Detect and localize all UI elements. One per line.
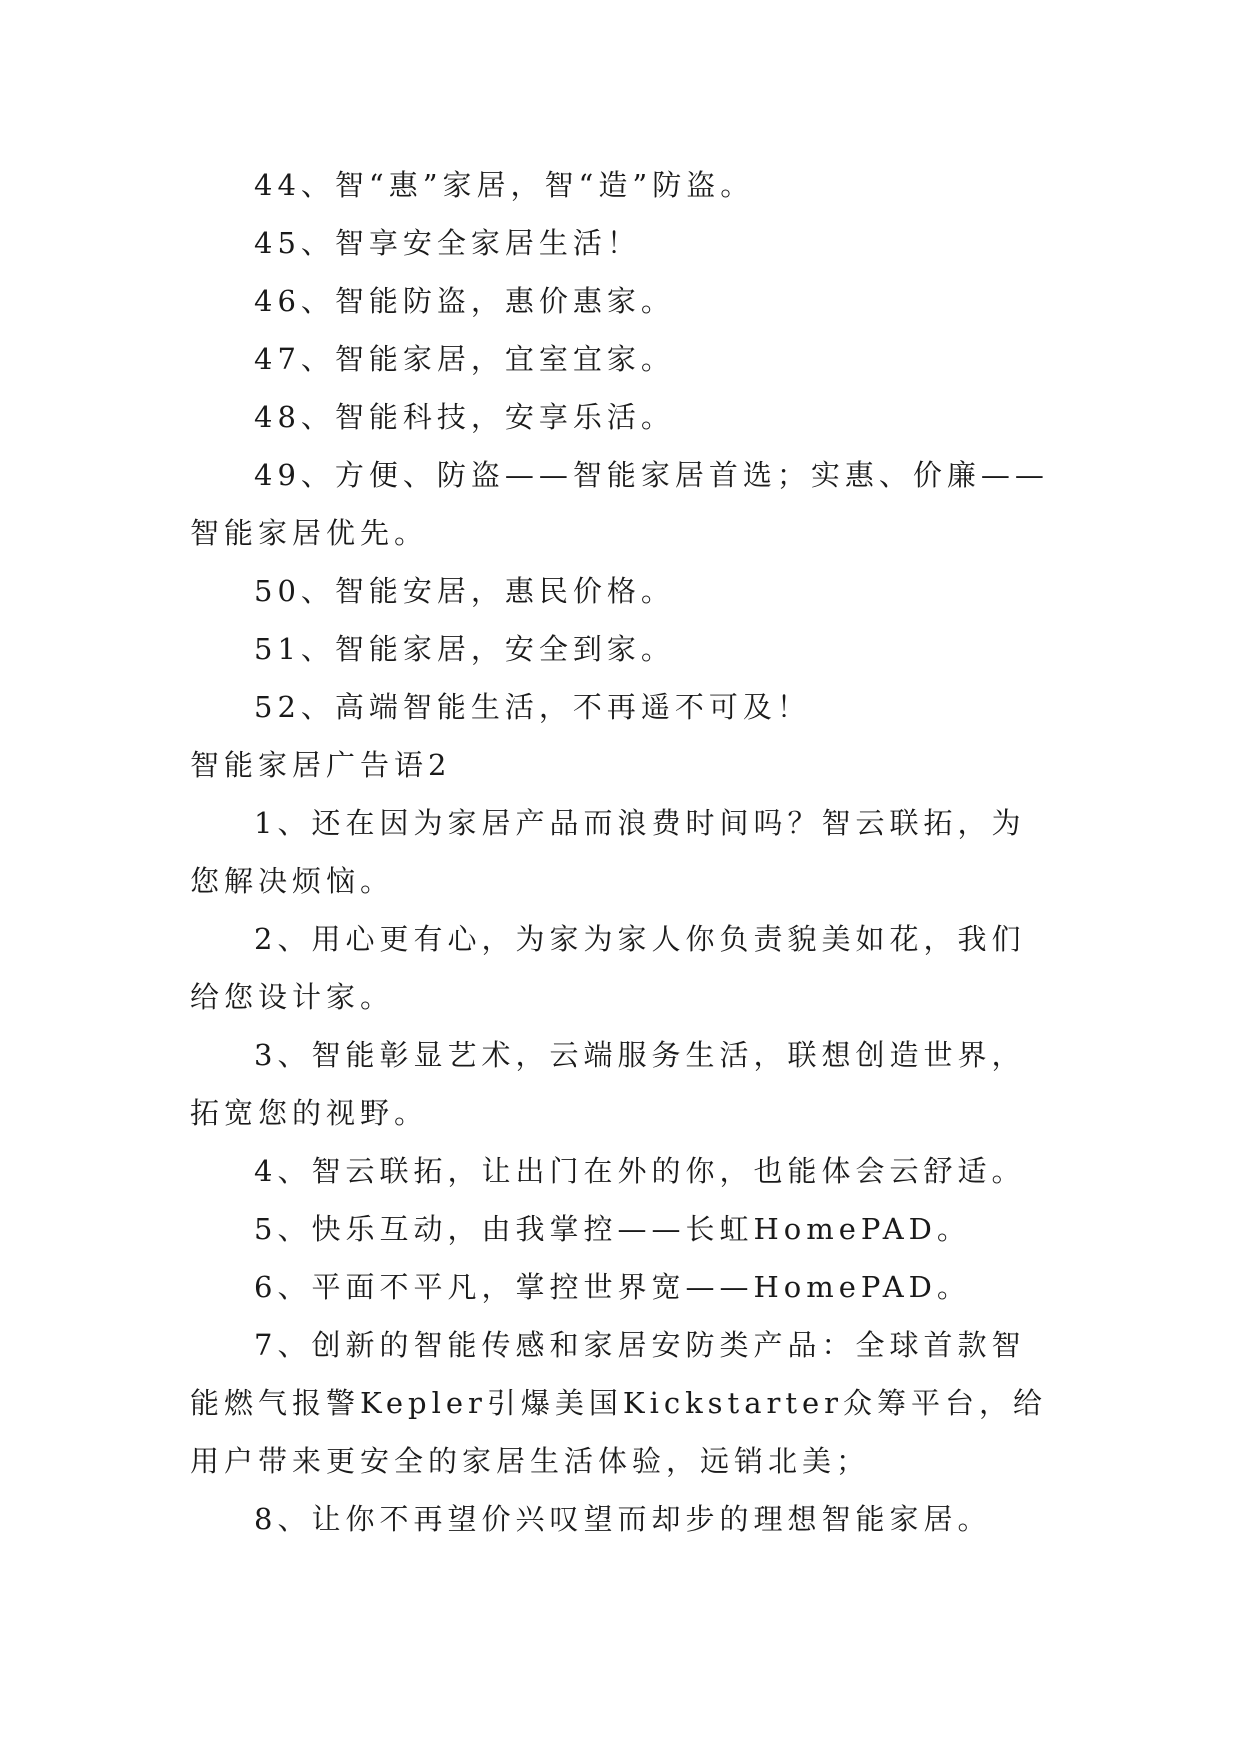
- list-item-4: 4、智云联拓，让出门在外的你，也能体会云舒适。: [254, 1154, 1026, 1188]
- list-item-2: 2、用心更有心，为家为家人你负责貌美如花，我们给您设计家。: [190, 922, 1026, 1014]
- list-item-47: 47、智能家居，宜室宜家。: [254, 342, 675, 376]
- list-item-7: 7、创新的智能传感和家居安防类产品：全球首款智能燃气报警Kepler引爆美国Kickstarter众筹平台，给用户带来更安全的家居生活体验，远销北美；: [190, 1328, 1048, 1478]
- list-item-3: 3、智能彰显艺术，云端服务生活，联想创造世界，拓宽您的视野。: [190, 1038, 1026, 1130]
- list-item-5: 5、快乐互动，由我掌控——长虹HomePAD。: [254, 1212, 971, 1246]
- list-item-46: 46、智能防盗，惠价惠家。: [254, 284, 675, 318]
- list-item-48: 48、智能科技，安享乐活。: [254, 400, 675, 434]
- list-item-1: 1、还在因为家居产品而浪费时间吗？智云联拓，为您解决烦恼。: [190, 806, 1026, 898]
- list-item-45: 45、智享安全家居生活！: [254, 226, 641, 260]
- list-item-49: 49、方便、防盗——智能家居首选；实惠、价廉——智能家居优先。: [190, 458, 1049, 550]
- section-heading: 智能家居广告语2: [190, 748, 452, 782]
- document-page: [190, 156, 1052, 1548]
- list-item-52: 52、高端智能生活，不再遥不可及！: [254, 690, 811, 724]
- list-item-6: 6、平面不平凡，掌控世界宽——HomePAD。: [254, 1270, 971, 1304]
- list-item-8: 8、让你不再望价兴叹望而却步的理想智能家居。: [254, 1502, 992, 1536]
- list-item-51: 51、智能家居，安全到家。: [254, 632, 675, 666]
- list-item-44: 44、智“惠”家居，智“造”防盗。: [254, 168, 755, 202]
- list-item-50: 50、智能安居，惠民价格。: [254, 574, 675, 608]
